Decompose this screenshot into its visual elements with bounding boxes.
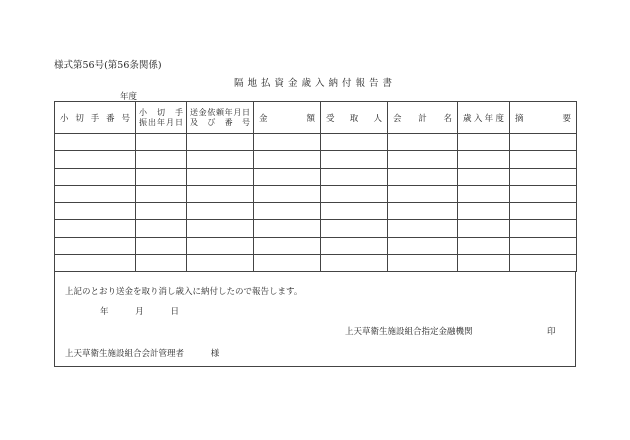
header-remarks — [510, 102, 577, 134]
table-row — [55, 168, 577, 185]
header-payee: 受取人 — [321, 102, 388, 134]
table-cell[interactable] — [187, 134, 254, 151]
table-row — [55, 237, 577, 254]
table-cell[interactable] — [136, 220, 187, 237]
table-header-row — [55, 102, 577, 134]
table-cell[interactable] — [388, 220, 458, 237]
table-cell[interactable] — [388, 134, 458, 151]
header-amount — [254, 102, 321, 134]
table-row — [55, 220, 577, 237]
table-cell[interactable] — [321, 254, 388, 271]
table-cell[interactable] — [321, 151, 388, 168]
accounting-manager: 上天草衛生施設組合会計管理者 — [65, 349, 185, 359]
header-amount-left: 金 — [259, 113, 268, 124]
header-account-mid: 計 — [418, 113, 434, 124]
table-cell[interactable] — [55, 220, 136, 237]
table-cell[interactable] — [136, 237, 187, 254]
header-amount-right: 額 — [306, 113, 315, 124]
designated-bank: 上天草衛生施設組合指定金融機関 — [345, 327, 473, 337]
table-cell[interactable] — [55, 185, 136, 202]
table-cell[interactable] — [136, 168, 187, 185]
table-cell[interactable] — [187, 168, 254, 185]
table-cell[interactable] — [510, 134, 577, 151]
date-month: 月 — [135, 307, 144, 317]
table-cell[interactable] — [136, 185, 187, 202]
table-cell[interactable] — [321, 220, 388, 237]
table-cell[interactable] — [458, 237, 510, 254]
table-cell[interactable] — [321, 168, 388, 185]
header-issue-date — [136, 102, 187, 134]
table-cell[interactable] — [55, 168, 136, 185]
table-cell[interactable] — [187, 237, 254, 254]
table-cell[interactable] — [187, 185, 254, 202]
table-cell[interactable] — [458, 168, 510, 185]
table-cell[interactable] — [510, 237, 577, 254]
table-cell[interactable] — [458, 220, 510, 237]
table-cell[interactable] — [510, 203, 577, 220]
report-statement: 上記のとおり送金を取り消し歳入に納付したので報告します。 — [65, 287, 303, 297]
table-cell[interactable] — [321, 185, 388, 202]
table-cell[interactable] — [136, 254, 187, 271]
remittance-table — [54, 101, 577, 272]
table-cell[interactable] — [510, 185, 577, 202]
table-cell[interactable] — [388, 151, 458, 168]
table-cell[interactable] — [388, 237, 458, 254]
header-check-number: 小切手番号 — [55, 102, 136, 134]
table-cell[interactable] — [321, 203, 388, 220]
table-cell[interactable] — [254, 254, 321, 271]
table-body — [55, 134, 577, 272]
table-row — [55, 254, 577, 271]
table-cell[interactable] — [321, 134, 388, 151]
header-account-name — [388, 102, 458, 134]
table-cell[interactable] — [136, 203, 187, 220]
table-cell[interactable] — [254, 168, 321, 185]
table-cell[interactable] — [254, 203, 321, 220]
table-cell[interactable] — [254, 237, 321, 254]
table-cell[interactable] — [187, 151, 254, 168]
table-cell[interactable] — [55, 254, 136, 271]
table-row — [55, 151, 577, 168]
table-row — [55, 203, 577, 220]
report-date — [100, 305, 203, 317]
table-row — [55, 185, 577, 202]
header-account-left: 会 — [393, 113, 409, 124]
header-remittance-request — [187, 102, 254, 134]
table-row — [55, 134, 577, 151]
table-cell[interactable] — [55, 203, 136, 220]
date-year: 年 — [100, 307, 109, 317]
header-remarks-right: 要 — [562, 113, 571, 124]
form-number-label: 様式第56号(第56条関係) — [54, 60, 162, 71]
table-cell[interactable] — [458, 203, 510, 220]
table-cell[interactable] — [136, 134, 187, 151]
table-cell[interactable] — [388, 203, 458, 220]
table-cell[interactable] — [510, 254, 577, 271]
header-issue-date-line1: 小切手 — [139, 107, 183, 117]
table-cell[interactable] — [254, 185, 321, 202]
fiscal-year-label: 年度 — [120, 92, 138, 102]
date-day: 日 — [170, 307, 179, 317]
table-cell[interactable] — [388, 185, 458, 202]
table-cell[interactable] — [510, 168, 577, 185]
report-footer — [54, 271, 576, 367]
table-cell[interactable] — [510, 220, 577, 237]
table-cell[interactable] — [136, 151, 187, 168]
table-cell[interactable] — [254, 220, 321, 237]
table-cell[interactable] — [458, 185, 510, 202]
table-cell[interactable] — [55, 151, 136, 168]
table-cell[interactable] — [187, 220, 254, 237]
seal-mark: 印 — [547, 327, 556, 337]
document-title: 隔地払資金歳入納付報告書 — [233, 78, 396, 89]
header-revenue-year: 歳入年度 — [458, 102, 510, 134]
header-remittance-line2: 及び番号 — [190, 117, 250, 127]
table-cell[interactable] — [510, 151, 577, 168]
table-cell[interactable] — [388, 168, 458, 185]
table-cell[interactable] — [458, 151, 510, 168]
table-cell[interactable] — [187, 203, 254, 220]
table-cell[interactable] — [254, 134, 321, 151]
table-cell[interactable] — [254, 151, 321, 168]
table-cell[interactable] — [55, 237, 136, 254]
header-remittance-line1: 送金依頼年月日 — [190, 107, 250, 117]
table-cell[interactable] — [321, 237, 388, 254]
table-cell[interactable] — [458, 254, 510, 271]
header-account-right: 名 — [443, 113, 452, 124]
table-cell[interactable] — [388, 254, 458, 271]
table-cell[interactable] — [458, 134, 510, 151]
table-cell[interactable] — [187, 254, 254, 271]
table-cell[interactable] — [55, 134, 136, 151]
honorific: 様 — [210, 349, 220, 359]
header-remarks-left: 摘 — [515, 113, 524, 124]
addressee-line — [65, 347, 219, 359]
header-issue-date-line2: 振出年月日 — [139, 117, 183, 127]
